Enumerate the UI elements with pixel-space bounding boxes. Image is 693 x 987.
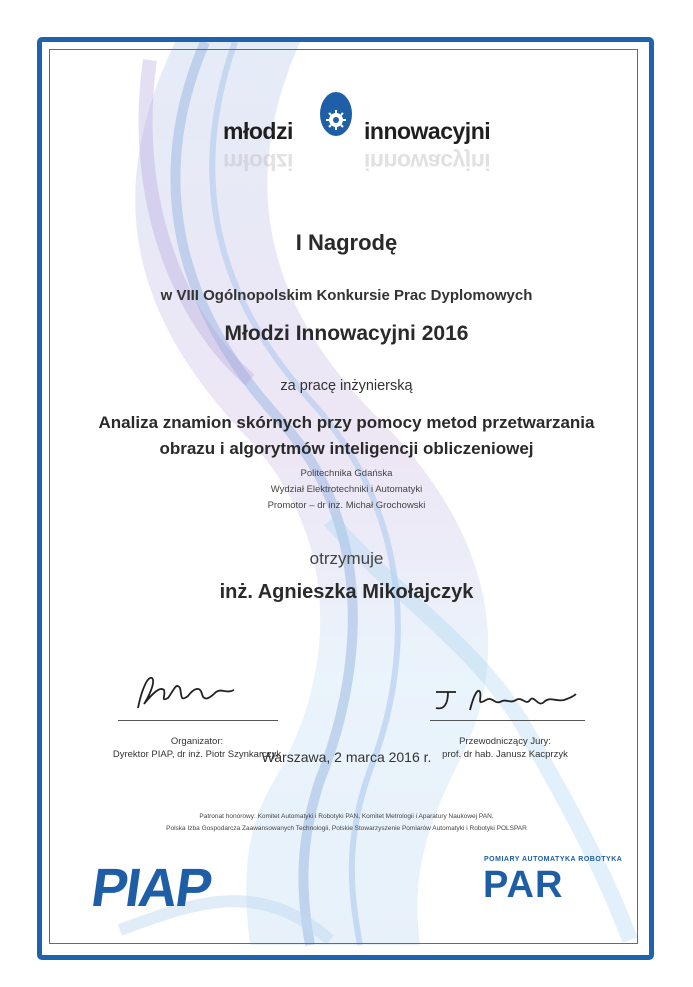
piap-logo: PIAP	[87, 858, 215, 918]
logo-reflection-left: młodzi	[223, 149, 293, 175]
receives-label: otrzymuje	[309, 549, 384, 568]
place-date: Warszawa, 2 marca 2016 r.	[261, 749, 432, 765]
contest-name: Młodzi Innowacyjni 2016	[224, 322, 469, 345]
signature-left-name: Dyrektor PIAP, dr inż. Piotr Szynkarczyk	[112, 749, 282, 760]
gear-egg-icon	[316, 88, 356, 146]
recipient-name: inż. Agnieszka Mikołajczyk	[219, 581, 474, 603]
logo-word-innowacyjni: innowacyjni	[364, 118, 491, 144]
signature-line-left	[118, 720, 278, 721]
patronage-line-1: Patronat honorowy: Komitet Automatyki i Robotyki PAN, Komitet Metrologii i Aparatury Naukowej PAN,	[199, 813, 494, 820]
signature-left-drawing	[130, 668, 240, 716]
signature-left-role: Organizator:	[170, 736, 224, 747]
award-title: I Nagrodę	[295, 230, 398, 255]
logo-word-mlodzi: młodzi	[223, 118, 293, 144]
mlodzi-innowacyjni-logo	[0, 88, 693, 178]
thesis-details	[60, 466, 633, 514]
par-tagline: POMIARY AUTOMATYKA ROBOTYKA	[484, 856, 623, 863]
thesis-title	[60, 410, 633, 462]
signature-right-name: prof. dr hab. Janusz Kacprzyk	[442, 749, 568, 760]
patronage-text	[60, 811, 633, 835]
patronage-line-2: Polska Izba Gospodarcza Zaawansowanych Technologii, Polskie Stowarzyszenie Pomiarów Automatyki i Robotyki POLSPAR	[166, 825, 527, 832]
work-type: za pracę inżynierską	[280, 378, 413, 394]
par-logo: PAR	[483, 864, 564, 906]
faculty: Wydział Elektrotechniki i Automatyki	[270, 484, 423, 495]
signature-right-role: Przewodniczący Jury:	[459, 736, 551, 747]
thesis-line-2: obrazu i algorytmów inteligencji obliczeniowej	[159, 439, 534, 458]
promoter: Promotor – dr inż. Michał Grochowski	[267, 500, 426, 511]
logo-reflection-right: innowacyjni	[364, 149, 491, 175]
signature-line-right	[430, 720, 585, 721]
signature-right-drawing	[430, 682, 580, 718]
contest-line: w VIII Ogólnopolskim Konkursie Prac Dyplomowych	[160, 287, 533, 304]
thesis-line-1: Analiza znamion skórnych przy pomocy metod przetwarzania	[98, 413, 595, 432]
university: Politechnika Gdańska	[300, 468, 393, 479]
